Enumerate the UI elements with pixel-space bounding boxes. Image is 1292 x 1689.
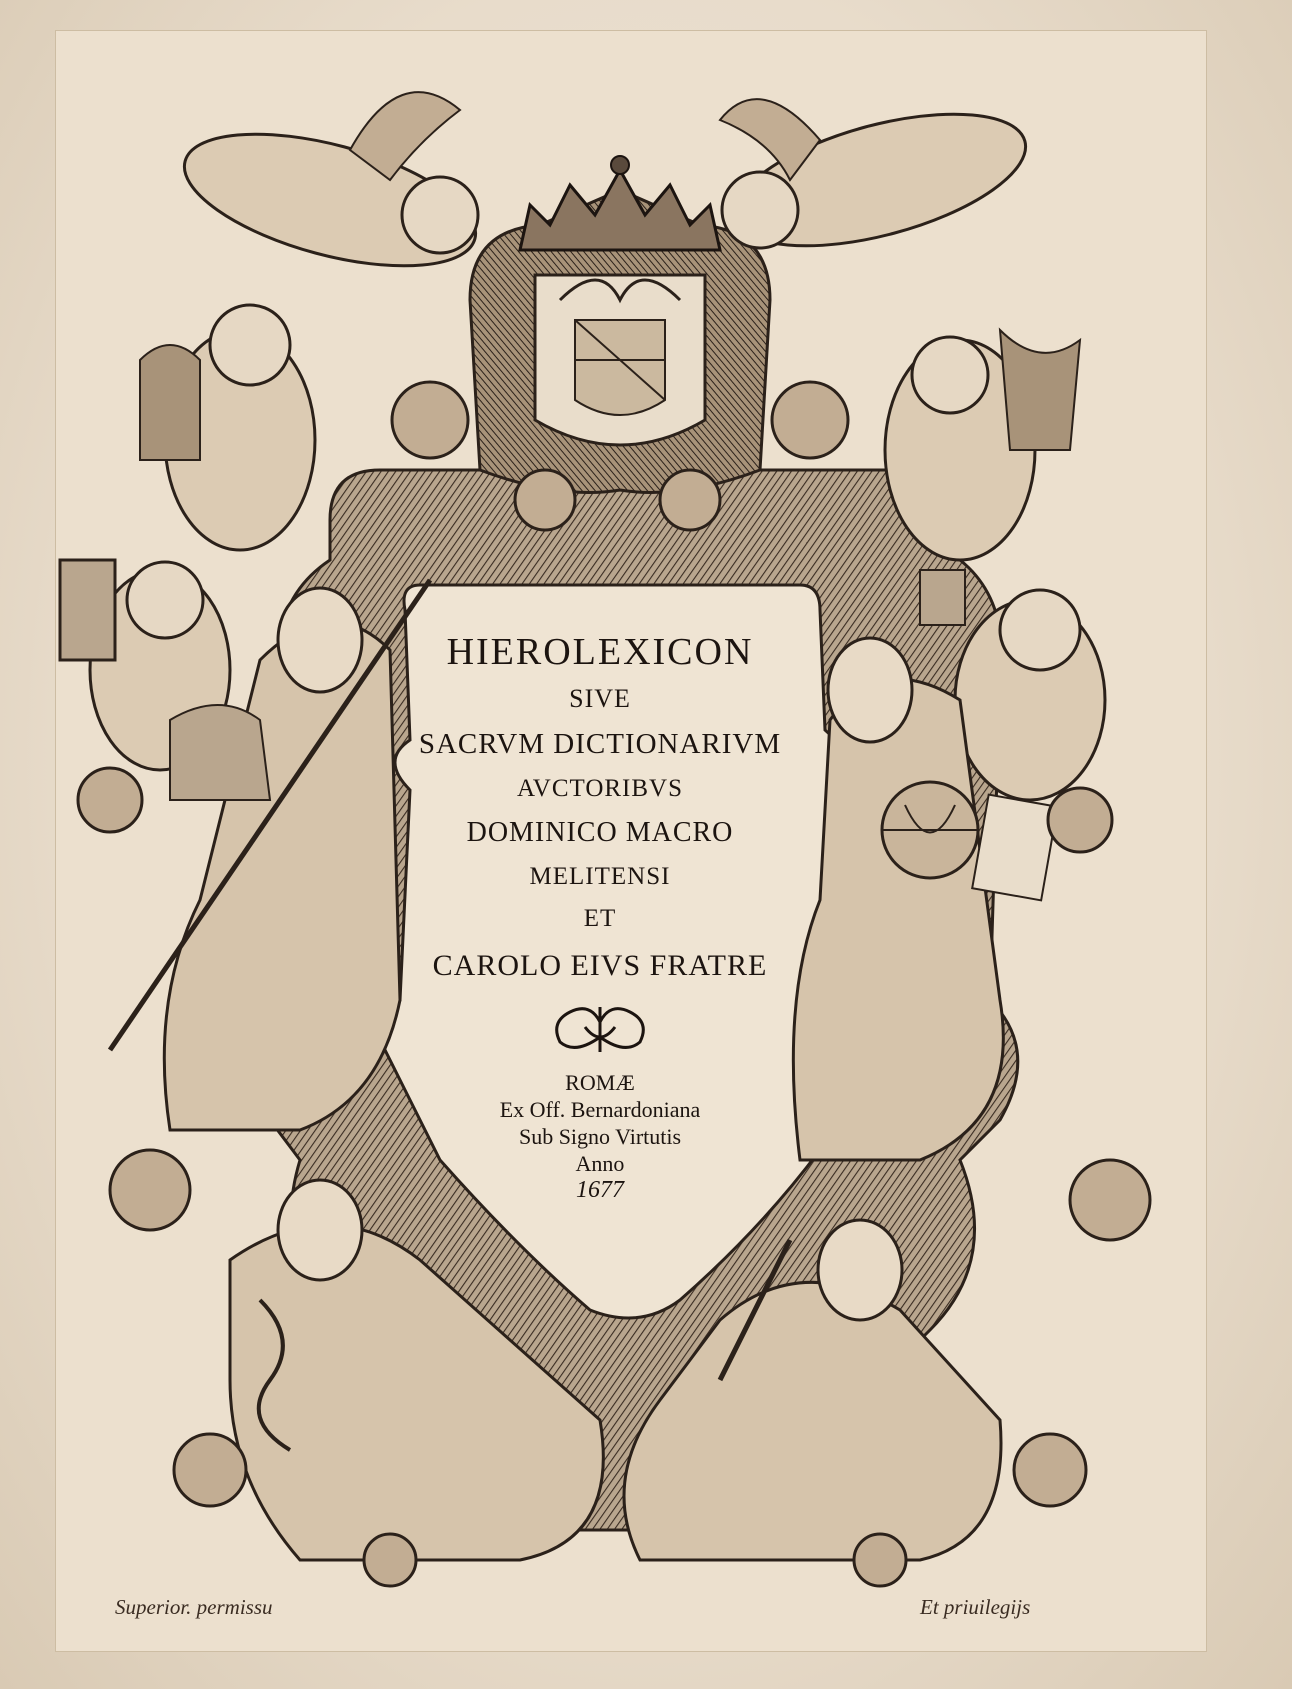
book-title: HIEROLEXICON [446,631,754,673]
crown [520,156,720,250]
author-dominico: DOMINICO MACRO [466,817,734,848]
cherub-right-mitre [885,330,1080,560]
footer-privileges: Et priuilegijs [920,1595,1031,1619]
printer-monogram [545,997,655,1057]
subtitle: SACRVM DICTIONARIVM [418,728,782,760]
authors-intro: AVCTORIBVS [516,775,684,802]
imprint-anno: Anno [575,1151,625,1176]
footer-permission: Superior. permissu [115,1595,273,1619]
imprint-sign: Sub Signo Virtutis [518,1124,682,1149]
imprint-year: 1677 [576,1177,624,1203]
author-carolo: CAROLO EIVS FRATRE [432,949,768,982]
imprint-place: ROMÆ [565,1070,635,1095]
author-origin: MELITENSI [529,863,671,890]
cherub-top-left [171,92,489,292]
title-text-block [380,630,820,1204]
conjunction-et: ET [583,905,617,932]
title-line-sive: SIVE [569,684,631,713]
cherub-top-right [720,88,1039,272]
cherub-left-keys [140,305,315,550]
imprint-office: Ex Off. Bernardoniana [499,1097,701,1122]
